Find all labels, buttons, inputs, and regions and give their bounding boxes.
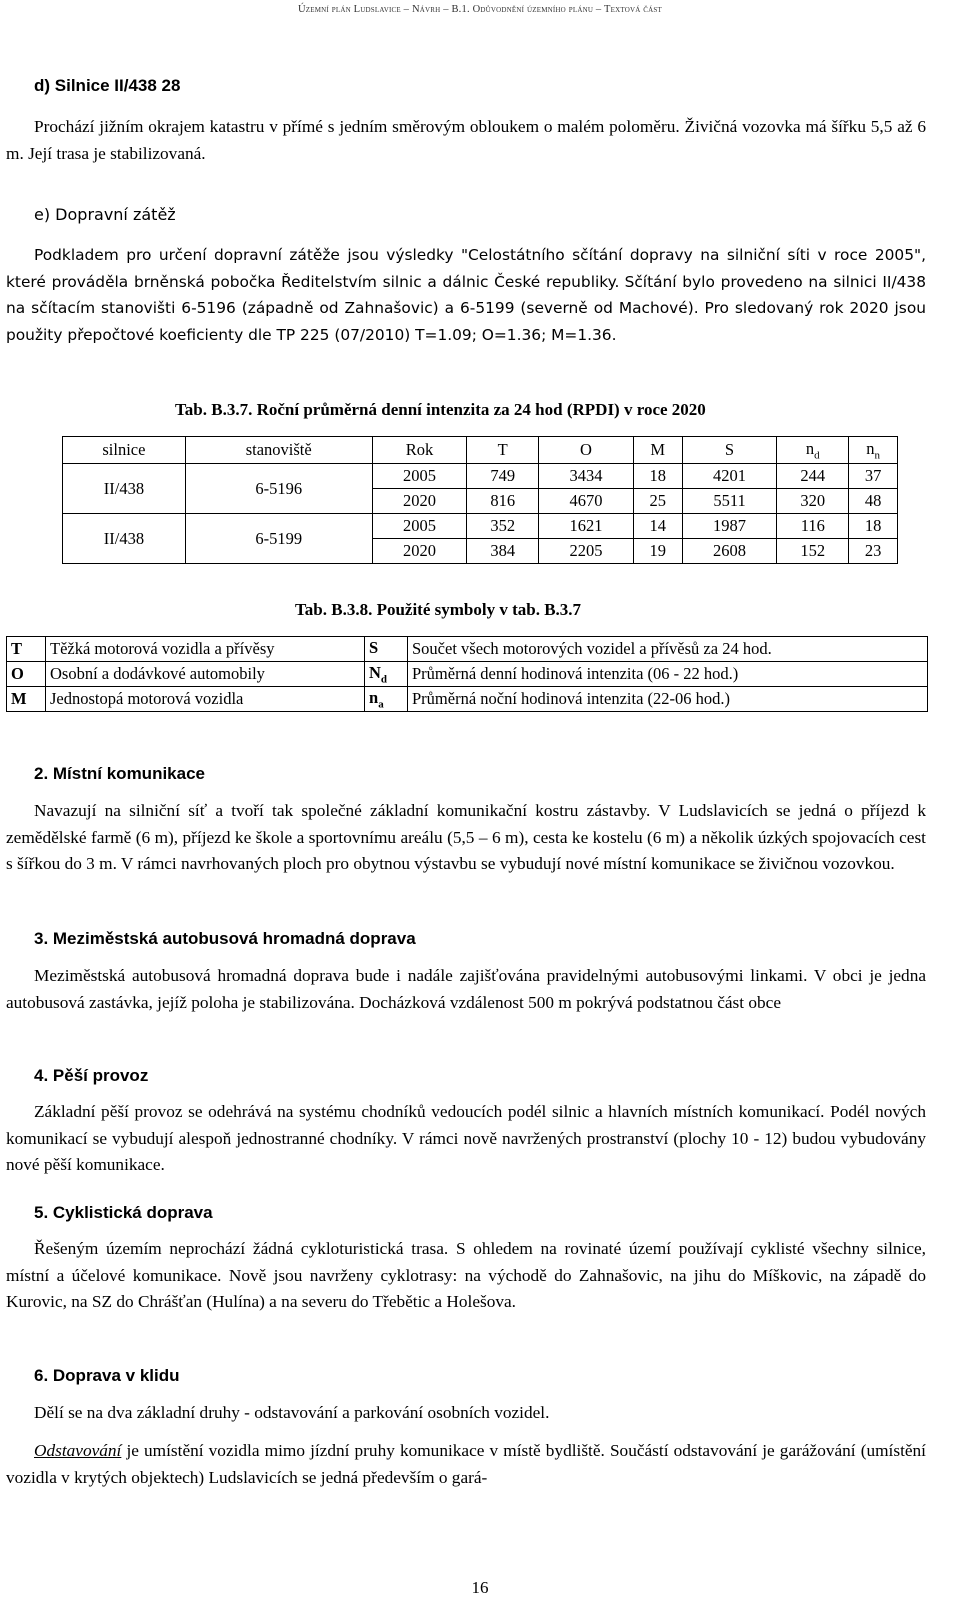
section-5-text: Řešeným územím neprochází žádná cykloturistická trasa. S ohledem na rovinaté území používají cyklisté všechny silnice, místní a účelové komunikace. Nově jsou navrženy cyklotrasy: na východě do Zahnašovic, na jihu do Míškovic, na západě do Kurovic, na SZ do Chrášťan (Hulína) a na severu do Třebětic a Holešova. xyxy=(6,1239,926,1311)
term-odstavovani: Odstavování xyxy=(34,1441,122,1460)
symbol-cell: M xyxy=(7,687,46,712)
table-cell: 384 xyxy=(467,539,539,564)
table-header-row xyxy=(63,437,898,464)
table1-caption: Tab. B.3.7. Roční průměrná denní intenzita za 24 hod (RPDI) v roce 2020 xyxy=(175,400,706,419)
page-number: 16 xyxy=(471,1578,489,1597)
table-cell: 352 xyxy=(467,514,539,539)
section-2-text: Navazují na silniční síť a tvoří tak společné základní komunikační kostru zástavby. V Ludslavicích se jedná o příjezd k zemědělské farmě (6 m), příjezd ke škole a sportovnímu areálu (5,5 – 6 m), cesta ke kostelu (6 m) a několik úzkých spojovacích cest s šířkou do 3 m. V rámci navrhovaných ploch pro obytnou výstavbu se vybudují nové místní komunikace se živičnou vozovkou. xyxy=(6,801,926,873)
table-row xyxy=(63,464,898,489)
table-cell: 749 xyxy=(467,464,539,489)
table-cell: 4670 xyxy=(539,489,634,514)
table-cell: 2020 xyxy=(372,539,467,564)
table-cell: 37 xyxy=(849,464,898,489)
section-e-text-sans: Podkladem pro určení dopravní zátěže jsou výsledky "Celostátního sčítání dopravy na silniční síti v roce 2005", které prováděla brněnská pobočka Ředitelstvím silnic a dálnic České republiky. xyxy=(6,246,926,291)
table-row xyxy=(63,514,898,539)
symbols-table xyxy=(6,636,928,712)
table-cell: 816 xyxy=(467,489,539,514)
section-3-heading: 3. Meziměstská autobusová hromadná doprava xyxy=(34,929,416,948)
symbol-cell: O xyxy=(7,662,46,687)
desc-cell: Těžká motorová vozidla a přívěsy xyxy=(46,637,365,662)
section-4-heading: 4. Pěší provoz xyxy=(34,1066,149,1085)
table-cell: 48 xyxy=(849,489,898,514)
col-header: T xyxy=(467,437,539,464)
road-cell: II/438 xyxy=(63,514,186,564)
col-header: M xyxy=(633,437,682,464)
table-cell: 320 xyxy=(777,489,849,514)
section-5-heading: 5. Cyklistická doprava xyxy=(34,1203,213,1222)
section-6-heading: 6. Doprava v klidu xyxy=(34,1366,180,1385)
table-cell: 2005 xyxy=(372,514,467,539)
table-row xyxy=(7,687,928,712)
col-header: silnice xyxy=(63,437,186,464)
col-header: Rok xyxy=(372,437,467,464)
section-e-text xyxy=(6,242,926,348)
table-cell: 18 xyxy=(633,464,682,489)
table2-caption: Tab. B.3.8. Použité symboly v tab. B.3.7 xyxy=(295,600,582,619)
table-cell: 2020 xyxy=(372,489,467,514)
col-header: stanoviště xyxy=(185,437,372,464)
section-2-heading: 2. Místní komunikace xyxy=(34,764,205,783)
road-cell: II/438 xyxy=(63,464,186,514)
section-6-text-2: Odstavování je umístění vozidla mimo jízdní pruhy komunikace v místě bydliště. Součástí odstavování je garážování (umístění vozidla v krytých objektech) Ludslavicích se jedná především o gará- xyxy=(6,1441,926,1487)
table-cell: 3434 xyxy=(539,464,634,489)
rpdi-table xyxy=(62,436,898,564)
section-4-text: Základní pěší provoz se odehrává na systému chodníků vedoucích podél silnic a hlavních místních komunikací. Podél nových komunikací se vybudují alespoň jednostranné chodníky. V rámci nově navržených prostranství (plochy 10 - 12) budou vybudovány nové pěší komunikace. xyxy=(6,1102,926,1174)
station-cell: 6-5196 xyxy=(185,464,372,514)
col-header: S xyxy=(682,437,777,464)
symbol-cell: S xyxy=(365,637,408,662)
table-cell: 2608 xyxy=(682,539,777,564)
section-6-text-1: Dělí se na dva základní druhy - odstavování a parkování osobních vozidel. xyxy=(34,1403,550,1422)
section-e-heading: e) Dopravní zátěž xyxy=(34,205,176,224)
table-cell: 4201 xyxy=(682,464,777,489)
table-row xyxy=(7,637,928,662)
desc-cell: Jednostopá motorová vozidla xyxy=(46,687,365,712)
col-header: O xyxy=(539,437,634,464)
table-cell: 116 xyxy=(777,514,849,539)
section-d-text: Prochází jižním okrajem katastru v přímé s jedním směrovým obloukem o malém poloměru. Živičná vozovka má šířku 5,5 až 6 m. Její trasa je stabilizovaná. xyxy=(6,117,926,163)
table-cell: 18 xyxy=(849,514,898,539)
table-cell: 152 xyxy=(777,539,849,564)
section-3-text: Meziměstská autobusová hromadná doprava bude i nadále zajišťována pravidelnými autobusovými linkami. V obci je jedna autobusová zastávka, jejíž poloha je stabilizována. Docházková vzdálenost 500 m pokrývá podstatnou část obce xyxy=(6,966,926,1012)
station-cell: 6-5199 xyxy=(185,514,372,564)
table-row xyxy=(7,662,928,687)
table-cell: 14 xyxy=(633,514,682,539)
desc-cell: Průměrná noční hodinová intenzita (22-06 hod.) xyxy=(408,687,928,712)
table-cell: 25 xyxy=(633,489,682,514)
table-cell: 23 xyxy=(849,539,898,564)
table-cell: 244 xyxy=(777,464,849,489)
symbol-cell: T xyxy=(7,637,46,662)
table-cell: 19 xyxy=(633,539,682,564)
table-cell: 2205 xyxy=(539,539,634,564)
desc-cell: Součet všech motorových vozidel a přívěsů za 24 hod. xyxy=(408,637,928,662)
table-cell: 5511 xyxy=(682,489,777,514)
symbol-cell: $n_a$ xyxy=(365,687,408,712)
table-cell: 1621 xyxy=(539,514,634,539)
col-header: $n_n$ xyxy=(849,437,898,464)
table-cell: 1987 xyxy=(682,514,777,539)
symbol-cell: $N_d$ xyxy=(365,662,408,687)
col-header: $n_d$ xyxy=(777,437,849,464)
desc-cell: Osobní a dodávkové automobily xyxy=(46,662,365,687)
running-header: Územní plán Ludslavice – Návrh – B.1. Odůvodnění územního plánu – Textová část xyxy=(298,4,662,15)
section-d-heading: d) Silnice II/438 28 xyxy=(34,76,181,95)
desc-cell: Průměrná denní hodinová intenzita (06 - 22 hod.) xyxy=(408,662,928,687)
section-e-text-serif: Sčítání bylo provedeno na silnici II/438 na sčítacím stanovišti 6-5196 (západně od Zahnašovic) a 6-5199 (severně od Machové). Pro sledovaný rok 2020 jsou použity přepočtové koeficienty dle TP 225 (07/2010) T=1.09; O=1.36; M=1.36. xyxy=(6,272,927,344)
table-cell: 2005 xyxy=(372,464,467,489)
